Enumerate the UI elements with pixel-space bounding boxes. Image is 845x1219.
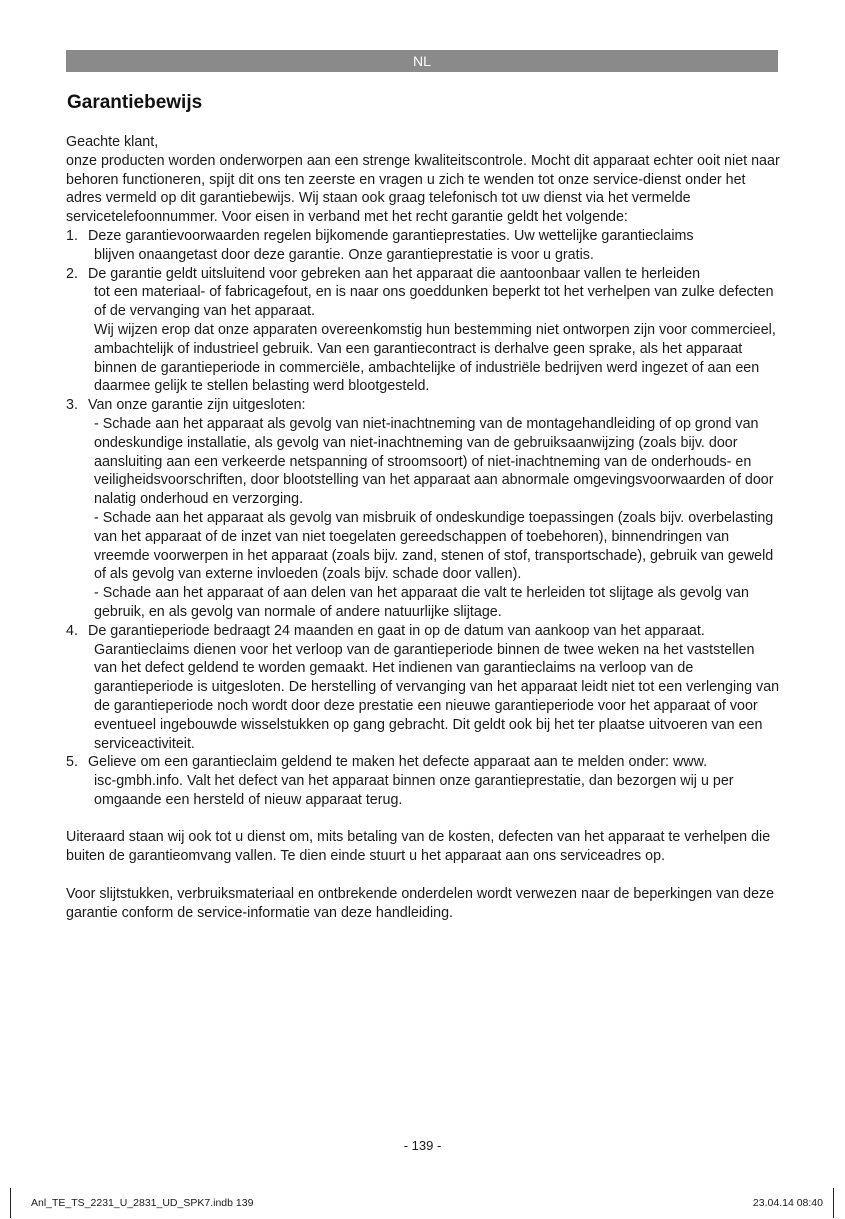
- item-number: 1.: [66, 227, 78, 244]
- language-header-bar: [66, 50, 778, 72]
- list-item: [66, 227, 780, 265]
- item-number: 4.: [66, 622, 78, 639]
- repairs-paragraph: Uiteraard staan wij ook tot u dienst om, mits betaling van de kosten, defecten van het apparaat te verhelpen die buiten de garantieomvang vallen. Te dien einde stuurt u het apparaat aan ons serviceadres op.: [66, 829, 771, 865]
- item-continuation: isc-gmbh.info. Valt het defect van het apparaat binnen onze garantieprestatie, dan bezorgen wij u per omgaande een hersteld of nieuw apparaat terug.: [94, 773, 734, 808]
- crop-mark-left: [10, 1188, 11, 1218]
- list-item: [66, 622, 780, 754]
- item-continuation: blijven onaangetast door deze garantie. Onze garantieprestatie is voor u gratis.: [94, 246, 594, 263]
- language-label: NL: [413, 53, 431, 69]
- exclusion-damage-installation: - Schade aan het apparaat als gevolg van niet-inachtneming van de montagehandleiding of op grond van ondeskundige installatie, als gevolg van niet-inachtneming van de gebruiksaanwijzing (zoals bijv. door aansluiting aan een verkeerde netspanning of stroomsoort) of niet-inachtneming van de onderhouds- en veiligheidsvoorschriften, door blootstelling van het apparaat aan abnormale omgevingsvoorwaarden of door nalatig onderhoud en verzorging.: [94, 415, 774, 508]
- item-number: 2.: [66, 265, 78, 282]
- item-first-line: De garantieperiode bedraagt 24 maanden en gaat in op de datum van aankoop van het apparaat.: [88, 622, 705, 639]
- exclusion-damage-wear: - Schade aan het apparaat of aan delen van het apparaat die valt te herleiden tot slijtage als gevolg van gebruik, en als gevolg van normale of andere natuurlijke slijtage.: [94, 585, 749, 620]
- exclusion-damage-misuse: - Schade aan het apparaat als gevolg van misbruik of ondeskundige toepassingen (zoals bijv. overbelasting van het apparaat of de inzet van niet toegelaten gereedschappen of toebehoren), binnendringen van vreemde voorwerpen in het apparaat (zoals bijv. zand, stenen of stof, transportschade), gebruik van geweld of als gevolg van externe invloeden (zoals bijv. schade door vallen).: [94, 509, 774, 583]
- item-first-line: De garantie geldt uitsluitend voor gebreken aan het apparaat die aantoonbaar vallen te herleiden: [88, 265, 701, 282]
- warranty-body: [66, 133, 780, 922]
- item-continuation: Garantieclaims dienen voor het verloop van de garantieperiode binnen de twee weken na het vaststellen van het defect geldend te worden gemaakt. Het indienen van garantieclaims na verloop van de garantieperiode is uitgesloten. De herstelling of vervanging van het apparaat leidt niet tot een verlenging van de garantieperiode noch wordt door deze prestatie een nieuwe garantieperiode voor het apparaat of voor eventueel ingebouwde wisselstukken op gang gebracht. Dit geldt ook bij het ter plaatse uitvoeren van een serviceactiviteit.: [94, 641, 780, 752]
- item-extra-paragraph: Wij wijzen erop dat onze apparaten overeenkomstig hun bestemming niet ontworpen zijn voor commercieel, ambachtelijk of industrieel gebruik. Van een garantiecontract is derhalve geen sprake, als het apparaat binnen de garantieperiode in commerciële, ambachtelijke of industriële bedrijven werd ingezet of aan een daarmee gelijk te stellen belasting werd blootgesteld.: [94, 321, 776, 395]
- footer-file-info: Anl_TE_TS_2231_U_2831_UD_SPK7.indb 139: [31, 1197, 254, 1209]
- item-first-line: Van onze garantie zijn uitgesloten:: [88, 397, 306, 414]
- crop-mark-right: [833, 1188, 834, 1218]
- item-number: 5.: [66, 754, 78, 771]
- list-item: [66, 265, 780, 397]
- footer-timestamp: 23.04.14 08:40: [752, 1197, 823, 1209]
- list-item: [66, 753, 780, 809]
- intro-paragraph: onze producten worden onderworpen aan een strenge kwaliteitscontrole. Mocht dit apparaat echter ooit niet naar behoren functioneren, spijt dit ons ten zeerste en vragen u zich te wenden tot onze service-dienst onder het adres vermeld op dit garantiebewijs. Wij staan ook graag telefonisch tot uw dienst via het vermelde servicetelefoonnummer. Voor eisen in verband met het recht garantie geldt het volgende:: [66, 152, 780, 226]
- wear-parts-paragraph: Voor slijtstukken, verbruiksmateriaal en ontbrekende onderdelen wordt verwezen naar de beperkingen van deze garantie conform de service-informatie van deze handleiding.: [66, 885, 775, 921]
- page-number: - 139 -: [403, 1138, 442, 1153]
- warranty-terms-list: [66, 227, 780, 810]
- list-item: [66, 396, 780, 622]
- item-number: 3.: [66, 397, 78, 414]
- item-continuation: tot een materiaal- of fabricagefout, en is naar ons goeddunken beperkt tot het verhelpen van zulke defecten of de vervanging van het apparaat.: [94, 284, 774, 320]
- greeting: Geachte klant,: [66, 134, 159, 150]
- item-first-line: Deze garantievoorwaarden regelen bijkomende garantieprestaties. Uw wettelijke garantieclaims: [88, 227, 694, 244]
- item-first-line: Gelieve om een garantieclaim geldend te maken het defecte apparaat aan te melden onder: www.: [88, 754, 708, 771]
- page-title: Garantiebewijs: [67, 92, 203, 113]
